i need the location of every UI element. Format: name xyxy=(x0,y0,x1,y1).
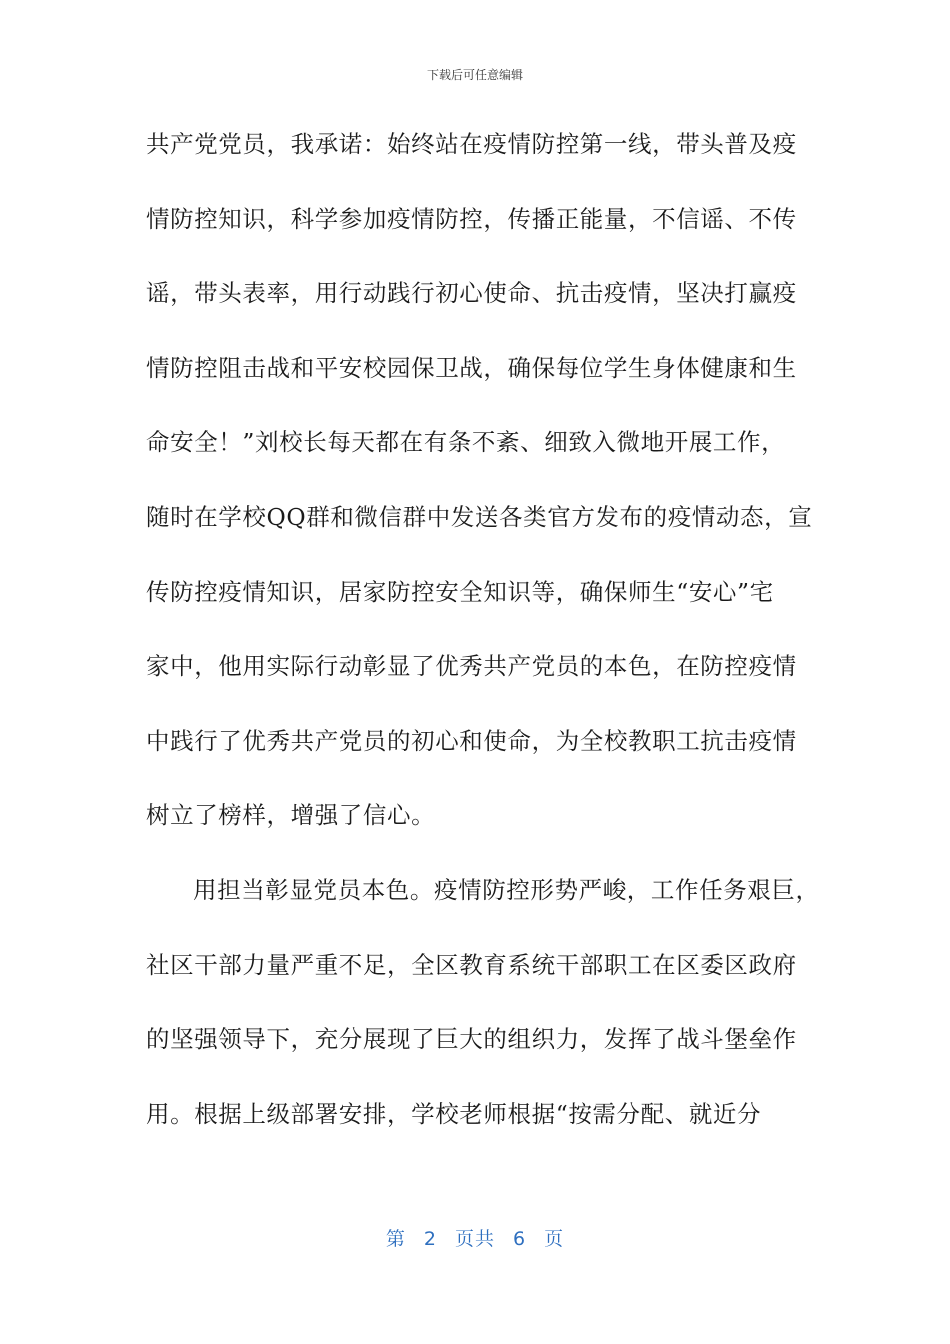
footer-prefix: 第 xyxy=(385,1228,406,1250)
text-line: 共产党党员，我承诺：始终站在疫情防控第一线，带头普及疫 xyxy=(146,130,797,158)
text-line: 树立了榜样，增强了信心。 xyxy=(146,801,436,830)
text-line: 情防控阻击战和平安校园保卫战，确保每位学生身体健康和生 xyxy=(146,353,797,382)
text-line: 中践行了优秀共产党员的初心和使命，为全校教职工抗击疫情 xyxy=(146,726,797,755)
footer-current-page: 2 xyxy=(423,1228,437,1250)
text-line: 家中，他用实际行动彰显了优秀共产党员的本色，在防控疫情 xyxy=(146,652,797,681)
text-line: 情防控知识，科学参加疫情防控，传播正能量，不信谣、不传 xyxy=(146,204,797,233)
document-body xyxy=(146,122,820,1166)
footer-total-pages: 6 xyxy=(513,1228,527,1250)
text-line: 传防控疫情知识，居家防控安全知识等，确保师生“安心”宅 xyxy=(146,577,774,606)
text-line: 随时在学校QQ群和微信群中发送各类官方发布的疫情动态，宣 xyxy=(146,502,813,531)
text-line: 的坚强领导下，充分展现了巨大的组织力，发挥了战斗堡垒作 xyxy=(146,1025,797,1054)
paragraph-start-line: 用担当彰显党员本色。疫情防控形势严峻，工作任务艰巨， xyxy=(193,875,820,904)
text-line: 命安全！”刘校长每天都在有条不紊、细致入微地开展工作， xyxy=(146,428,786,457)
text-line: 谣，带头表率，用行动践行初心使命、抗击疫情，坚决打赢疫 xyxy=(146,279,797,308)
footer-middle: 页共 xyxy=(454,1228,495,1250)
text-line: 用。根据上级部署安排，学校老师根据“按需分配、就近分 xyxy=(146,1099,762,1128)
footer-suffix: 页 xyxy=(544,1228,565,1250)
text-line: 社区干部力量严重不足，全区教育系统干部职工在区委区政府 xyxy=(146,950,797,979)
page-header: 下载后可任意编辑 xyxy=(426,68,523,82)
page-footer xyxy=(0,1224,950,1251)
